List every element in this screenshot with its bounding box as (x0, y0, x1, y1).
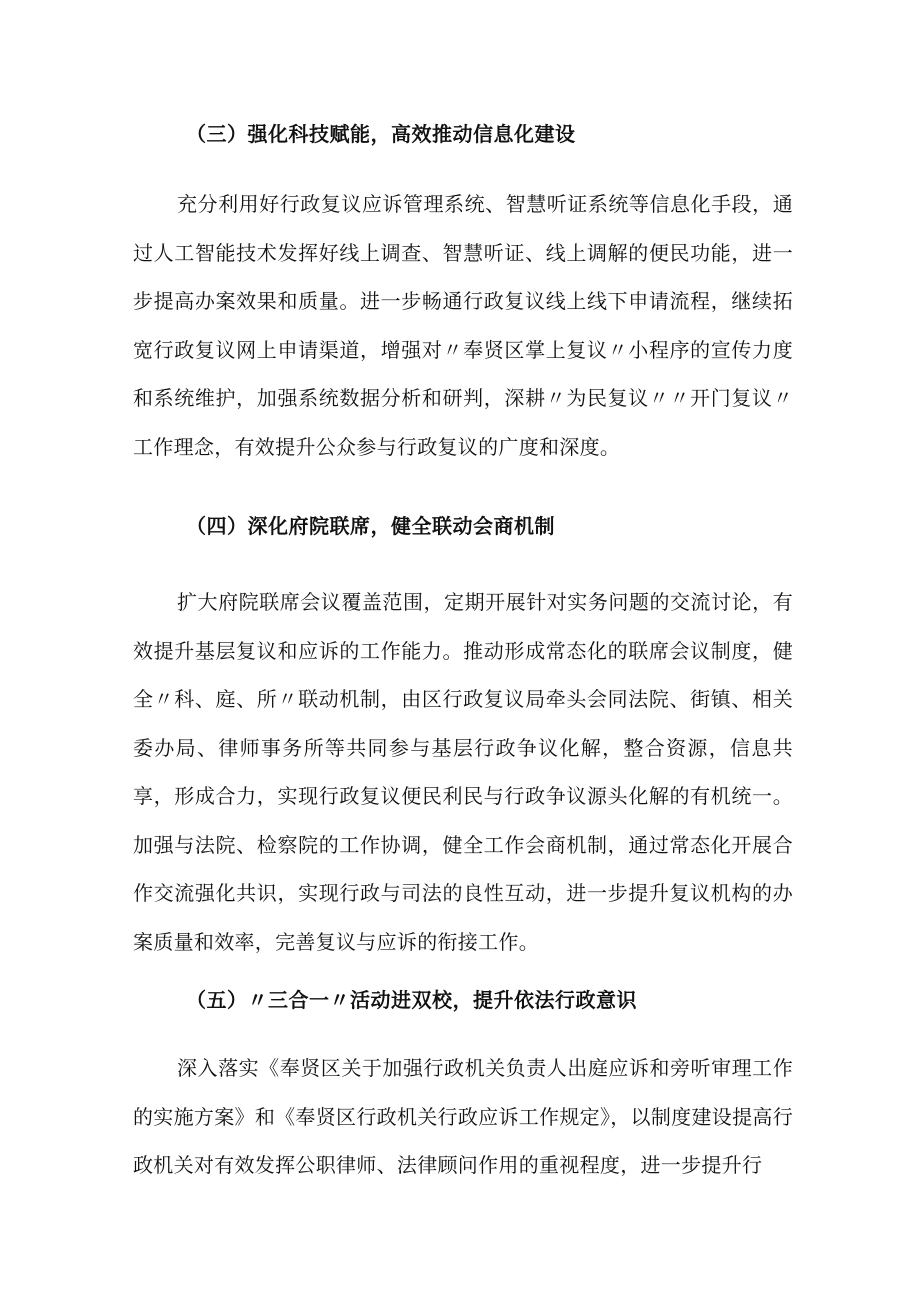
section-paragraph-5: 深入落实《奉贤区关于加强行政机关负责人出庭应诉和旁听审理工作的实施方案》和《奉贤区行政机关行政应诉工作规定》，以制度建设提高行政机关对有效发挥公职律师、法律顾问作用的重视程度，进一步提升行 (133, 1056, 793, 1177)
section-paragraph-3: 充分利用好行政复议应诉管理系统、智慧听证系统等信息化手段，通过人工智能技术发挥好线上调查、智慧听证、线上调解的便民功能，进一步提高办案效果和质量。进一步畅通行政复议线上线下申请流程，继续拓宽行政复议网上申请渠道，增强对〃奉贤区掌上复议〃小程序的宣传力度和系统维护，加强系统数据分析和研判，深耕〃为民复议〃〃开门复议〃工作理念，有效提升公众参与行政复议的广度和深度。 (133, 192, 793, 459)
section-heading-5: （五）〃三合一〃活动进双校，提升依法行政意识 (186, 988, 637, 1012)
section-heading-4: （四）深化府院联席，健全联动会商机制 (186, 514, 555, 538)
section-paragraph-4: 扩大府院联席会议覆盖范围，定期开展针对实务问题的交流讨论，有效提升基层复议和应诉的工作能力。推动形成常态化的联席会议制度，健全〃科、庭、所〃联动机制，由区行政复议局牵头会同法院、街镇、相关委办局、律师事务所等共同参与基层行政争议化解，整合资源，信息共享，形成合力，实现行政复议便民利民与行政争议源头化解的有机统一。加强与法院、检察院的工作协调，健全工作会商机制，通过常态化开展合作交流强化共识，实现行政与司法的良性互动，进一步提升复议机构的办案质量和效率，完善复议与应诉的衔接工作。 (133, 590, 793, 954)
section-heading-3: （三）强化科技赋能，高效推动信息化建设 (186, 122, 576, 146)
